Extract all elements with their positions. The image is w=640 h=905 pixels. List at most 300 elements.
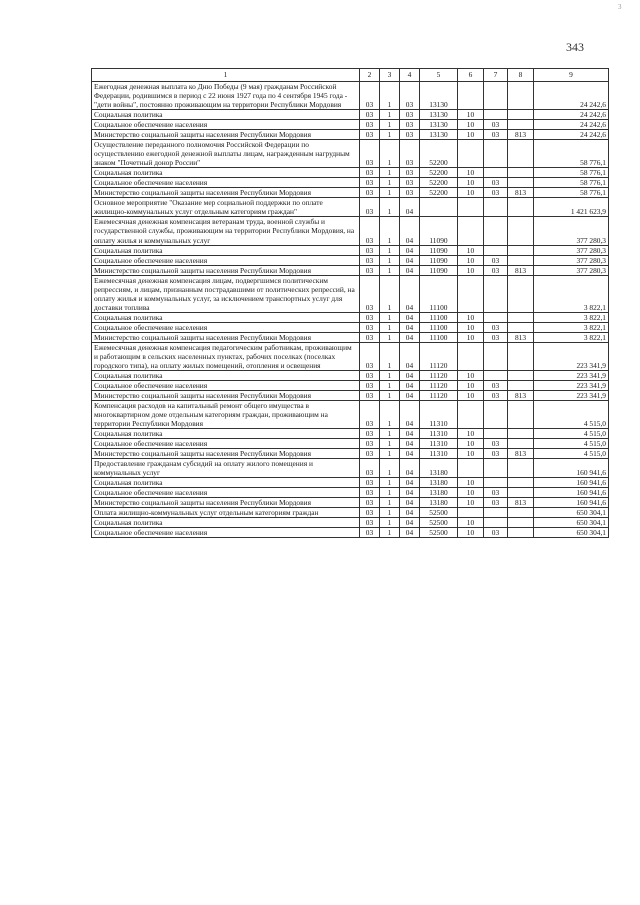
code-subprogram: 04 [400,342,420,370]
code-program: 1 [380,391,400,401]
code-section: 10 [458,168,484,178]
table-row [92,275,609,312]
code-direction: 11310 [420,401,458,429]
code-subsection [484,342,508,370]
code-ministry: 813 [508,332,534,342]
row-name: Социальное обеспечение населения [92,439,360,449]
code-section: 10 [458,518,484,528]
table-row [92,255,609,265]
code-subprogram: 04 [400,217,420,245]
code-direction: 11090 [420,265,458,275]
code-grbs: 03 [360,198,380,217]
code-grbs: 03 [360,82,380,110]
code-subprogram: 03 [400,140,420,168]
code-subsection: 03 [484,332,508,342]
code-grbs: 03 [360,459,380,478]
code-subprogram: 04 [400,401,420,429]
row-sum: 377 280,3 [534,265,609,275]
table-row [92,120,609,130]
code-subsection: 03 [484,488,508,498]
code-ministry [508,439,534,449]
row-sum: 650 304,1 [534,518,609,528]
code-direction: 11120 [420,391,458,401]
code-subsection [484,459,508,478]
code-grbs: 03 [360,120,380,130]
table-body [92,82,609,538]
row-name: Основное мероприятие "Оказание мер социальной поддержки по оплате жилищно-коммунальных услуг отдельным категориям граждан" [92,198,360,217]
row-sum: 4 515,0 [534,429,609,439]
column-header-8: 8 [508,69,534,82]
code-program: 1 [380,217,400,245]
code-grbs: 03 [360,449,380,459]
code-subprogram: 04 [400,391,420,401]
code-program: 1 [380,140,400,168]
code-section: 10 [458,528,484,538]
row-sum: 223 341,9 [534,342,609,370]
code-subprogram: 04 [400,508,420,518]
code-ministry: 813 [508,449,534,459]
code-subsection [484,110,508,120]
code-subsection [484,401,508,429]
code-subsection [484,82,508,110]
table-row [92,401,609,429]
code-subprogram: 03 [400,82,420,110]
code-ministry [508,528,534,538]
code-ministry [508,140,534,168]
code-section: 10 [458,449,484,459]
code-ministry [508,198,534,217]
code-subsection: 03 [484,322,508,332]
code-subprogram: 04 [400,488,420,498]
table-row [92,488,609,498]
code-section: 10 [458,178,484,188]
header-row [92,69,609,82]
code-direction: 11100 [420,312,458,322]
code-program: 1 [380,312,400,322]
code-ministry [508,380,534,390]
code-direction: 13180 [420,498,458,508]
table-row [92,168,609,178]
code-grbs: 03 [360,110,380,120]
row-name: Социальная политика [92,245,360,255]
code-program: 1 [380,178,400,188]
row-sum: 24 242,6 [534,120,609,130]
code-direction: 11090 [420,255,458,265]
code-ministry [508,508,534,518]
code-program: 1 [380,380,400,390]
code-subsection [484,518,508,528]
code-direction: 11120 [420,370,458,380]
code-grbs: 03 [360,168,380,178]
code-ministry: 813 [508,188,534,198]
row-sum: 377 280,3 [534,255,609,265]
code-grbs: 03 [360,275,380,312]
code-subprogram: 04 [400,322,420,332]
table-row [92,245,609,255]
code-section [458,217,484,245]
code-program: 1 [380,168,400,178]
code-grbs: 03 [360,265,380,275]
code-section: 10 [458,130,484,140]
code-subsection: 03 [484,498,508,508]
code-program: 1 [380,401,400,429]
code-direction: 52500 [420,518,458,528]
row-name: Социальная политика [92,110,360,120]
code-subprogram: 04 [400,498,420,508]
code-ministry [508,370,534,380]
code-grbs: 03 [360,380,380,390]
table-row [92,380,609,390]
code-subprogram: 04 [400,449,420,459]
code-subprogram: 04 [400,380,420,390]
code-section [458,275,484,312]
code-subprogram: 04 [400,275,420,312]
table-row [92,498,609,508]
code-section [458,198,484,217]
code-program: 1 [380,528,400,538]
row-sum: 223 341,9 [534,380,609,390]
code-grbs: 03 [360,322,380,332]
code-subsection [484,275,508,312]
code-section: 10 [458,488,484,498]
code-grbs: 03 [360,370,380,380]
table-row [92,178,609,188]
code-program: 1 [380,275,400,312]
code-subprogram: 03 [400,120,420,130]
code-section [458,508,484,518]
budget-table [91,68,609,538]
code-grbs: 03 [360,255,380,265]
code-direction: 13180 [420,459,458,478]
row-name: Социальное обеспечение населения [92,120,360,130]
code-program: 1 [380,245,400,255]
code-section [458,342,484,370]
code-ministry [508,245,534,255]
code-direction: 11090 [420,245,458,255]
code-direction: 52200 [420,168,458,178]
code-subsection: 03 [484,130,508,140]
row-name: Министерство социальной защиты населения Республики Мордовия [92,188,360,198]
table-row [92,217,609,245]
code-program: 1 [380,110,400,120]
code-subprogram: 03 [400,110,420,120]
code-grbs: 03 [360,332,380,342]
code-ministry [508,275,534,312]
code-program: 1 [380,130,400,140]
code-program: 1 [380,459,400,478]
code-grbs: 03 [360,178,380,188]
row-sum: 160 941,6 [534,459,609,478]
code-ministry: 813 [508,498,534,508]
row-name: Социальная политика [92,429,360,439]
code-direction: 11310 [420,439,458,449]
code-grbs: 03 [360,140,380,168]
code-section [458,459,484,478]
code-grbs: 03 [360,478,380,488]
code-subsection: 03 [484,449,508,459]
row-sum: 58 776,1 [534,168,609,178]
row-name: Социальное обеспечение населения [92,528,360,538]
code-subsection [484,217,508,245]
code-grbs: 03 [360,391,380,401]
code-ministry [508,429,534,439]
code-direction: 11120 [420,342,458,370]
code-ministry [508,401,534,429]
table-row [92,312,609,322]
column-header-7: 7 [484,69,508,82]
code-ministry [508,322,534,332]
row-name: Министерство социальной защиты населения Республики Мордовия [92,449,360,459]
code-grbs: 03 [360,245,380,255]
code-subsection: 03 [484,178,508,188]
code-subsection: 03 [484,439,508,449]
code-subprogram: 04 [400,265,420,275]
table-row [92,449,609,459]
row-sum: 3 822,1 [534,275,609,312]
table-row [92,528,609,538]
column-header-5: 5 [420,69,458,82]
code-direction: 52200 [420,188,458,198]
row-name: Оплата жилищно-коммунальных услуг отдельным категориям граждан [92,508,360,518]
row-name: Социальное обеспечение населения [92,322,360,332]
code-program: 1 [380,488,400,498]
code-subprogram: 04 [400,245,420,255]
code-section: 10 [458,312,484,322]
code-grbs: 03 [360,488,380,498]
code-direction: 52200 [420,178,458,188]
code-subsection: 03 [484,265,508,275]
row-name: Социальное обеспечение населения [92,380,360,390]
table-row [92,391,609,401]
code-subsection: 03 [484,528,508,538]
code-section: 10 [458,429,484,439]
code-direction: 13130 [420,82,458,110]
column-header-3: 3 [380,69,400,82]
code-direction: 52500 [420,528,458,538]
table-row [92,130,609,140]
row-sum: 650 304,1 [534,528,609,538]
code-section: 10 [458,255,484,265]
table-row [92,198,609,217]
row-name: Социальная политика [92,168,360,178]
code-subprogram: 03 [400,178,420,188]
row-sum: 4 515,0 [534,401,609,429]
code-grbs: 03 [360,518,380,528]
code-ministry [508,488,534,498]
table-row [92,342,609,370]
code-ministry [508,82,534,110]
code-section: 10 [458,380,484,390]
code-subsection [484,198,508,217]
row-sum: 24 242,6 [534,110,609,120]
column-header-1: 1 [92,69,360,82]
code-section: 10 [458,498,484,508]
table-row [92,429,609,439]
code-ministry [508,312,534,322]
row-name: Министерство социальной защиты населения Республики Мордовия [92,391,360,401]
code-section: 10 [458,478,484,488]
table-row [92,82,609,110]
code-grbs: 03 [360,312,380,322]
page-number: 343 [566,40,584,54]
code-subsection: 03 [484,188,508,198]
row-name: Предоставление гражданам субсидий на оплату жилого помещения и коммунальных услуг [92,459,360,478]
code-section [458,82,484,110]
code-ministry [508,459,534,478]
code-subsection [484,140,508,168]
code-subprogram: 04 [400,429,420,439]
row-sum: 160 941,6 [534,498,609,508]
table-row [92,110,609,120]
code-subprogram: 04 [400,332,420,342]
row-name: Министерство социальной защиты населения Республики Мордовия [92,130,360,140]
code-subprogram: 04 [400,255,420,265]
code-section: 10 [458,188,484,198]
code-ministry: 813 [508,391,534,401]
code-grbs: 03 [360,217,380,245]
row-sum: 377 280,3 [534,217,609,245]
row-sum: 223 341,9 [534,370,609,380]
row-name: Министерство социальной защиты населения Республики Мордовия [92,265,360,275]
code-grbs: 03 [360,342,380,370]
row-sum: 58 776,1 [534,188,609,198]
code-direction: 11100 [420,275,458,312]
row-name: Социальная политика [92,518,360,528]
code-ministry [508,342,534,370]
row-name: Социальная политика [92,312,360,322]
row-sum: 3 822,1 [534,322,609,332]
row-sum: 58 776,1 [534,178,609,188]
row-name: Компенсация расходов на капитальный ремонт общего имущества в многоквартирном доме отдельным категориям граждан, проживающим на территории Республики Мордовия [92,401,360,429]
code-ministry [508,110,534,120]
code-ministry [508,518,534,528]
row-sum: 160 941,6 [534,488,609,498]
code-section: 10 [458,332,484,342]
code-grbs: 03 [360,401,380,429]
code-direction: 13180 [420,488,458,498]
row-name: Ежегодная денежная выплата ко Дню Победы (9 мая) гражданам Российской Федерации, родившимся в период с 22 июня 1927 года по 4 сентября 1945 года - "дети войны", постоянно проживающим на территории Республики Мордовия [92,82,360,110]
code-section: 10 [458,322,484,332]
code-program: 1 [380,439,400,449]
code-direction: 11310 [420,449,458,459]
column-header-9: 9 [534,69,609,82]
code-ministry [508,120,534,130]
code-subprogram: 04 [400,459,420,478]
code-subsection [484,429,508,439]
code-program: 1 [380,82,400,110]
code-program: 1 [380,370,400,380]
code-ministry [508,178,534,188]
table-row [92,140,609,168]
row-name: Ежемесячная денежная компенсация ветеранам труда, военной службы и государственной службы, проживающим на территории Республики Мордовия, на оплату жилья и коммунальных услуг [92,217,360,245]
row-name: Министерство социальной защиты населения Республики Мордовия [92,498,360,508]
code-direction: 11090 [420,217,458,245]
row-name: Социальная политика [92,478,360,488]
code-section: 10 [458,120,484,130]
code-program: 1 [380,120,400,130]
code-ministry [508,168,534,178]
row-name: Ежемесячная денежная компенсация педагогическим работникам, проживающим и работающим в сельских населенных пунктах, рабочих поселках (поселках городского типа), на оплату жилых помещений, отопления и освещения [92,342,360,370]
code-direction: 52500 [420,508,458,518]
code-program: 1 [380,498,400,508]
code-subprogram: 03 [400,188,420,198]
row-name: Социальное обеспечение населения [92,178,360,188]
code-ministry: 813 [508,265,534,275]
table-row [92,459,609,478]
code-grbs: 03 [360,498,380,508]
code-subsection: 03 [484,120,508,130]
code-grbs: 03 [360,429,380,439]
row-name: Осуществление переданного полномочия Российской Федерации по осуществлению ежегодной денежной выплаты лицам, награжденным нагрудным знаком "Почетный донор России" [92,140,360,168]
code-section: 10 [458,370,484,380]
code-program: 1 [380,478,400,488]
code-program: 1 [380,518,400,528]
table-row [92,265,609,275]
row-name: Социальное обеспечение населения [92,255,360,265]
code-program: 1 [380,322,400,332]
code-direction: 52200 [420,140,458,168]
code-subsection [484,168,508,178]
code-section: 10 [458,245,484,255]
code-direction: 11100 [420,322,458,332]
row-sum: 3 822,1 [534,332,609,342]
code-program: 1 [380,508,400,518]
code-direction: 13130 [420,130,458,140]
code-direction: 13130 [420,120,458,130]
code-ministry [508,217,534,245]
column-header-6: 6 [458,69,484,82]
row-name: Министерство социальной защиты населения Республики Мордовия [92,332,360,342]
code-program: 1 [380,255,400,265]
code-section [458,401,484,429]
code-ministry [508,478,534,488]
code-program: 1 [380,342,400,370]
row-sum: 650 304,1 [534,508,609,518]
code-subsection [484,508,508,518]
row-sum: 377 280,3 [534,245,609,255]
row-sum: 223 341,9 [534,391,609,401]
code-section: 10 [458,265,484,275]
code-subsection [484,478,508,488]
table-row [92,322,609,332]
table-row [92,370,609,380]
table-row [92,188,609,198]
code-subprogram: 04 [400,439,420,449]
row-sum: 1 421 623,9 [534,198,609,217]
code-grbs: 03 [360,508,380,518]
code-section: 10 [458,391,484,401]
code-ministry [508,255,534,265]
corner-mark: 3 [618,3,622,11]
code-subsection [484,370,508,380]
table-row [92,508,609,518]
row-sum: 58 776,1 [534,140,609,168]
table-row [92,439,609,449]
code-direction [420,198,458,217]
column-header-2: 2 [360,69,380,82]
code-subsection [484,245,508,255]
code-program: 1 [380,188,400,198]
code-direction: 11310 [420,429,458,439]
code-subprogram: 04 [400,312,420,322]
code-subprogram: 03 [400,130,420,140]
code-subsection [484,312,508,322]
column-header-4: 4 [400,69,420,82]
code-subprogram: 04 [400,198,420,217]
row-sum: 4 515,0 [534,439,609,449]
code-program: 1 [380,449,400,459]
code-subprogram: 04 [400,478,420,488]
